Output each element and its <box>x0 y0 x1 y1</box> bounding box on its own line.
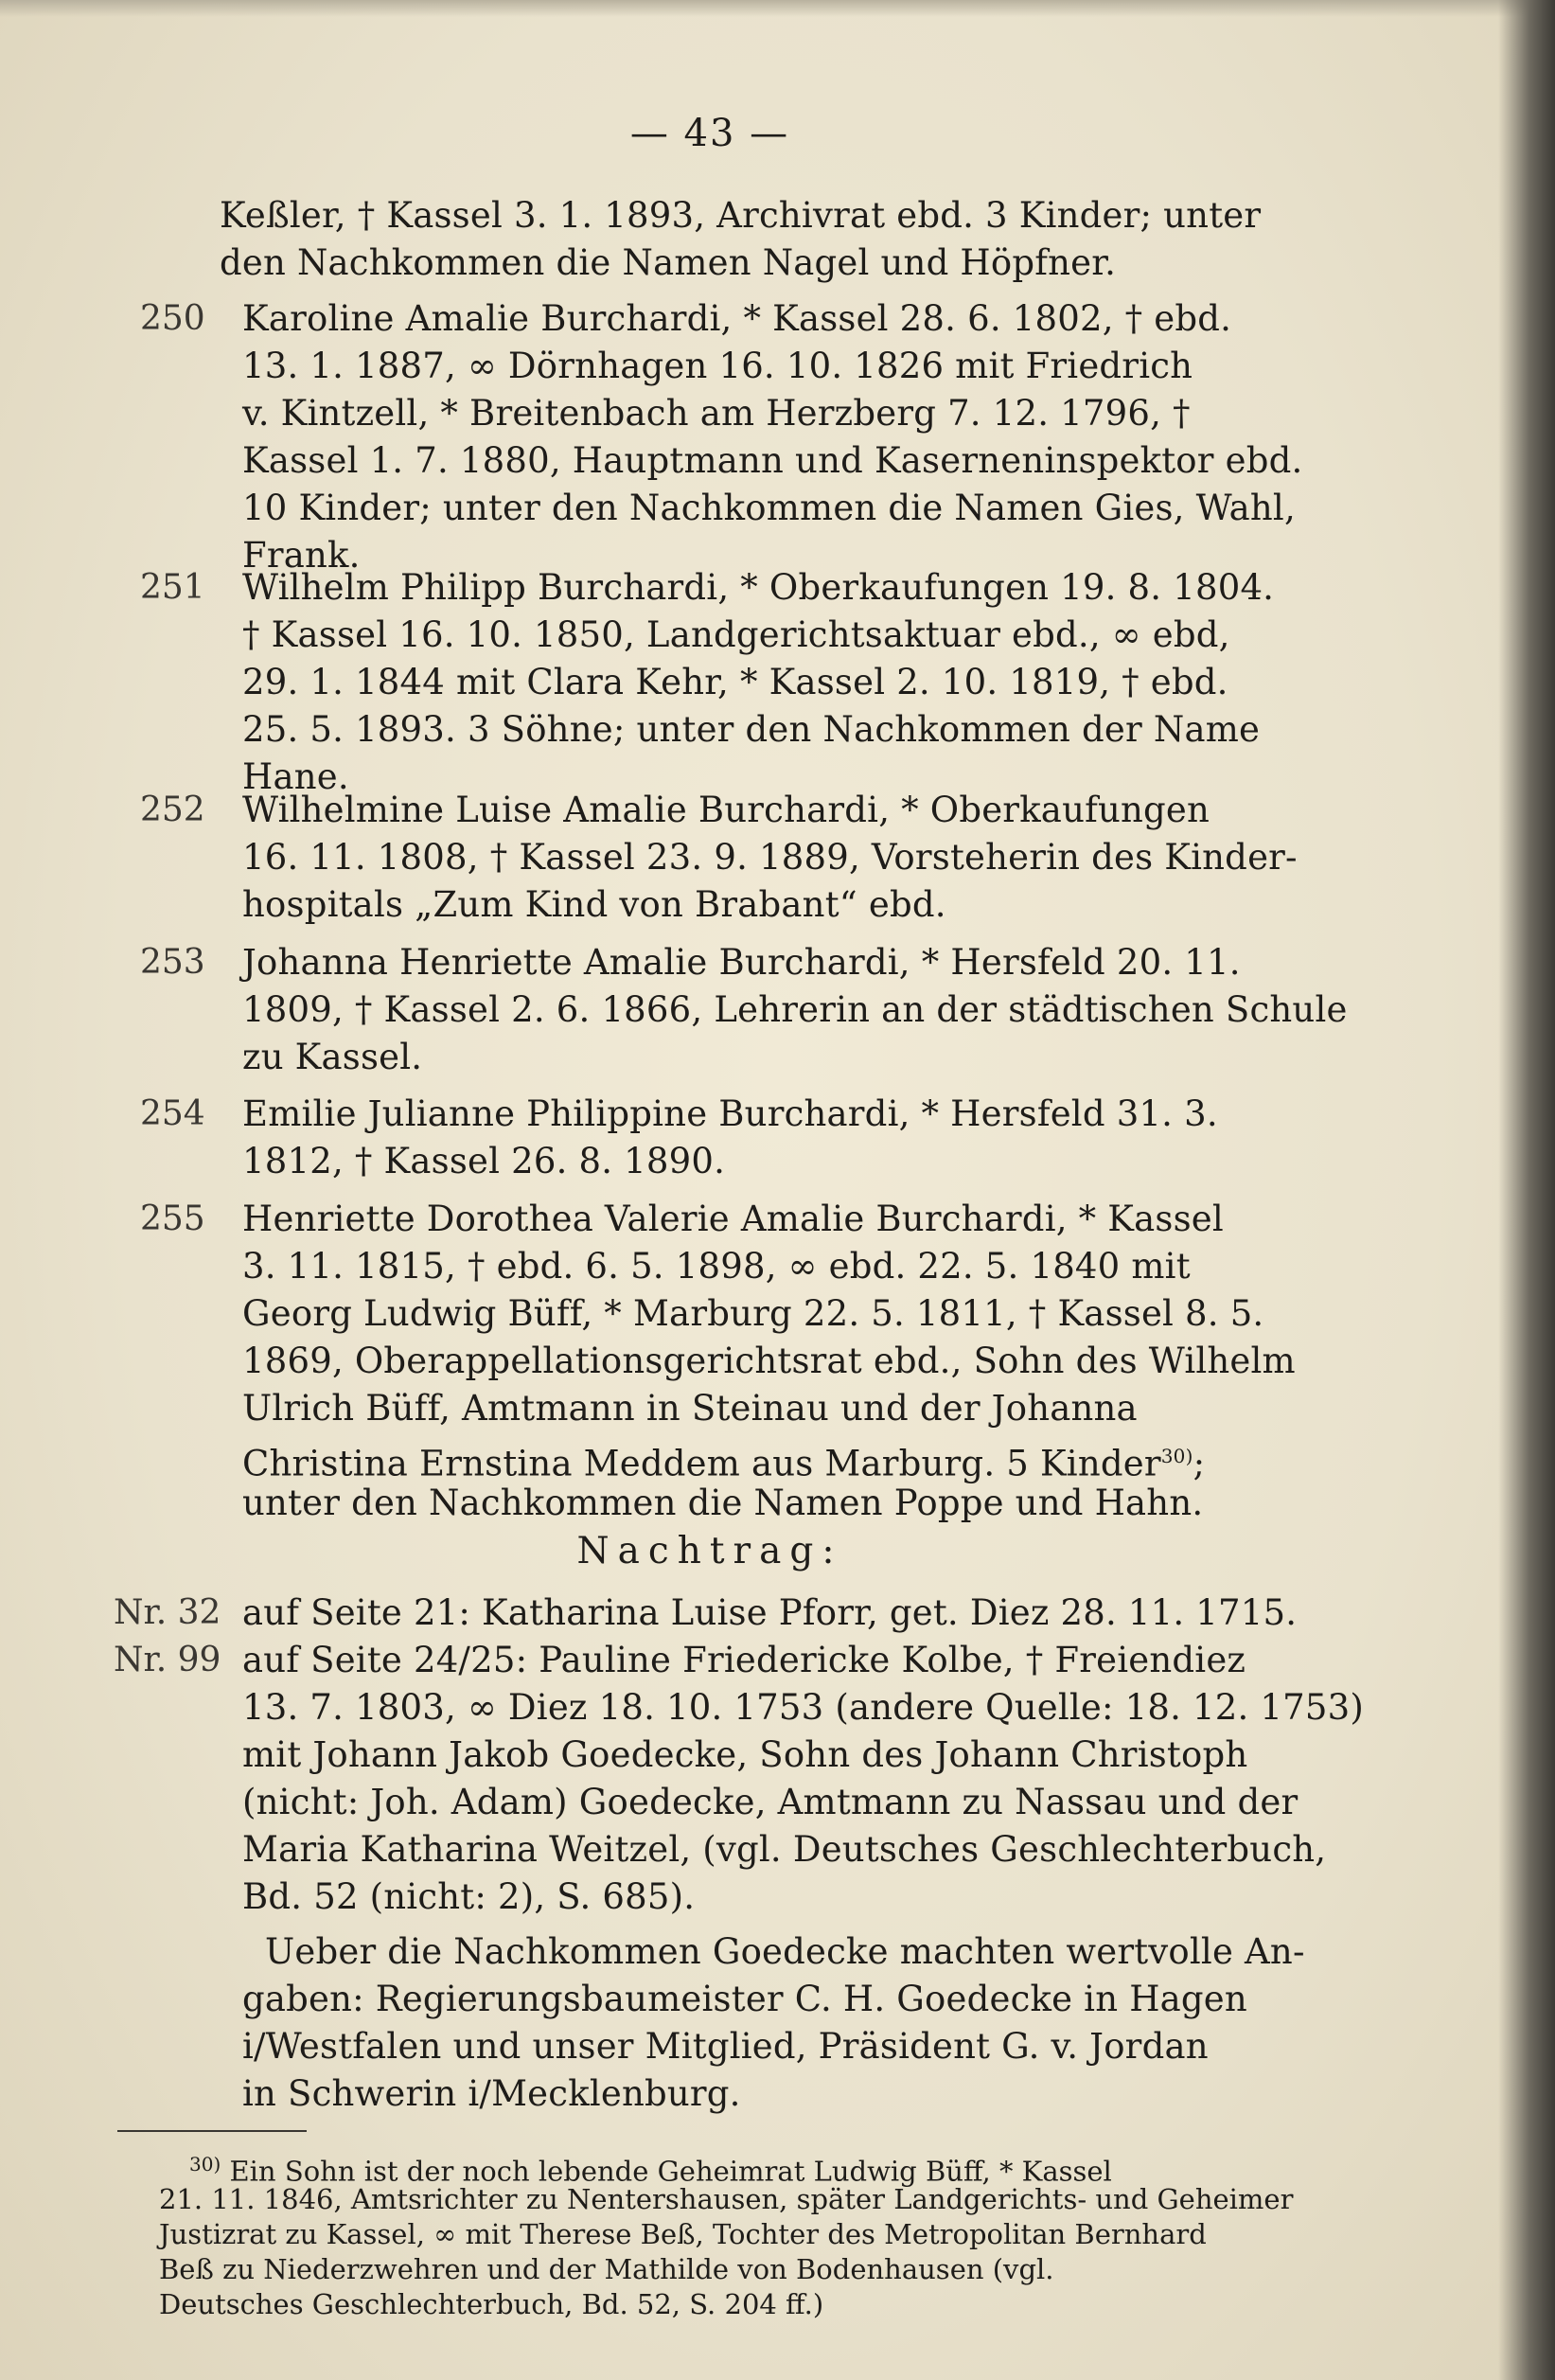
entry-line: 13. 1. 1887, ∞ Dörnhagen 16. 10. 1826 mit Friedrich <box>242 346 1193 386</box>
entry-line: 3. 11. 1815, † ebd. 6. 5. 1898, ∞ ebd. 22. 5. 1840 mit <box>242 1246 1191 1287</box>
nachtrag-line: 13. 7. 1803, ∞ Diez 18. 10. 1753 (andere Quelle: 18. 12. 1753) <box>242 1687 1365 1728</box>
nachtrag-label: Nr. 32 <box>114 1593 221 1632</box>
entry-line: 1812, † Kassel 26. 8. 1890. <box>242 1141 726 1181</box>
paragraph-line: in Schwerin i/Mecklenburg. <box>242 2073 741 2114</box>
nachtrag-line: mit Johann Jakob Goedecke, Sohn des Johann Christoph <box>242 1734 1248 1775</box>
entry-line: 25. 5. 1893. 3 Söhne; unter den Nachkommen der Name <box>242 709 1261 750</box>
entry-line: 1809, † Kassel 2. 6. 1866, Lehrerin an der städtischen Schule <box>242 989 1348 1030</box>
entry-line: hospitals „Zum Kind von Brabant“ ebd. <box>242 884 946 925</box>
page-number: — 43 — <box>629 112 790 155</box>
entry-line-text: Christina Ernstina Meddem aus Marburg. 5 Kinder <box>242 1443 1161 1484</box>
footnote-marker: 30) <box>189 2153 221 2176</box>
entry-line: unter den Nachkommen die Namen Poppe und Hahn. <box>242 1483 1204 1523</box>
entry-number: 255 <box>140 1199 205 1238</box>
entry-line: Emilie Julianne Philippine Burchardi, * Hersfeld 31. 3. <box>242 1093 1218 1134</box>
entry-line: Keßler, † Kassel 3. 1. 1893, Archivrat ebd. 3 Kinder; unter <box>220 195 1262 236</box>
paragraph-line: Ueber die Nachkommen Goedecke machten wertvolle An- <box>265 1931 1305 1972</box>
entry-line-punctuation: ; <box>1193 1443 1206 1484</box>
entry-line: 29. 1. 1844 mit Clara Kehr, * Kassel 2. 10. 1819, † ebd. <box>242 662 1228 702</box>
entry-line: Kassel 1. 7. 1880, Hauptmann und Kaserneninspektor ebd. <box>242 440 1303 481</box>
paragraph-line: i/Westfalen und unser Mitglied, Präsident G. v. Jordan <box>242 2026 1209 2067</box>
nachtrag-heading: Nachtrag: <box>576 1530 843 1572</box>
nachtrag-line: Maria Katharina Weitzel, (vgl. Deutsches Geschlechterbuch, <box>242 1829 1327 1870</box>
entry-line: Wilhelmine Luise Amalie Burchardi, * Oberkaufungen <box>242 790 1210 830</box>
footnote-rule <box>117 2130 307 2132</box>
footnote-reference: 30) <box>1160 1445 1193 1467</box>
entry-line: † Kassel 16. 10. 1850, Landgerichtsaktuar ebd., ∞ ebd, <box>242 614 1230 655</box>
entry-number: 250 <box>140 299 205 338</box>
entry-line: Hane. <box>242 756 349 797</box>
entry-line: 16. 11. 1808, † Kassel 23. 9. 1889, Vorsteherin des Kinder- <box>242 837 1298 878</box>
book-spine-shadow <box>1498 0 1555 2380</box>
entry-line: Frank. <box>242 535 361 576</box>
entry-number: 254 <box>140 1094 205 1133</box>
footnote-line: Deutsches Geschlechterbuch, Bd. 52, S. 204 ff.) <box>159 2288 824 2320</box>
paragraph-line: gaben: Regierungsbaumeister C. H. Goedecke in Hagen <box>242 1979 1247 2019</box>
nachtrag-label: Nr. 99 <box>114 1641 221 1679</box>
entry-number: 253 <box>140 943 205 982</box>
footnote-text: Ein Sohn ist der noch lebende Geheimrat Ludwig Büff, * Kassel <box>229 2155 1112 2188</box>
nachtrag-line: (nicht: Joh. Adam) Goedecke, Amtmann zu Nassau und der <box>242 1782 1299 1822</box>
entry-line: Karoline Amalie Burchardi, * Kassel 28. 6. 1802, † ebd. <box>242 298 1232 339</box>
entry-line: Ulrich Büff, Amtmann in Steinau und der Johanna <box>242 1388 1138 1429</box>
footnote-line: Justizrat zu Kassel, ∞ mit Therese Beß, Tochter des Metropolitan Bernhard <box>159 2218 1207 2250</box>
entry-line: den Nachkommen die Namen Nagel und Höpfner. <box>220 242 1117 283</box>
entry-number: 251 <box>140 568 205 607</box>
entry-line: Georg Ludwig Büff, * Marburg 22. 5. 1811, † Kassel 8. 5. <box>242 1293 1264 1334</box>
nachtrag-line: auf Seite 24/25: Pauline Friedericke Kolbe, † Freiendiez <box>242 1640 1246 1680</box>
entry-line: Henriette Dorothea Valerie Amalie Burchardi, * Kassel <box>242 1199 1224 1239</box>
nachtrag-line: Bd. 52 (nicht: 2), S. 685). <box>242 1876 696 1917</box>
entry-line: Johanna Henriette Amalie Burchardi, * Hersfeld 20. 11. <box>242 942 1241 983</box>
entry-line: v. Kintzell, * Breitenbach am Herzberg 7. 12. 1796, † <box>242 393 1191 434</box>
entry-line: Wilhelm Philipp Burchardi, * Oberkaufungen 19. 8. 1804. <box>242 567 1275 608</box>
nachtrag-line: auf Seite 21: Katharina Luise Pforr, get. Diez 28. 11. 1715. <box>242 1592 1298 1633</box>
page-top-edge <box>0 0 1555 17</box>
entry-number: 252 <box>140 790 205 829</box>
entry-line: 1869, Oberappellationsgerichtsrat ebd., Sohn des Wilhelm <box>242 1341 1296 1381</box>
entry-line: 10 Kinder; unter den Nachkommen die Namen Gies, Wahl, <box>242 488 1296 528</box>
entry-line: zu Kassel. <box>242 1037 423 1077</box>
footnote-line: 21. 11. 1846, Amtsrichter zu Nentershausen, später Landgerichts- und Geheimer <box>159 2183 1294 2215</box>
entry-line <box>242 1433 1205 1486</box>
footnote-line: Beß zu Niederzwehren und der Mathilde von Bodenhausen (vgl. <box>159 2253 1054 2285</box>
